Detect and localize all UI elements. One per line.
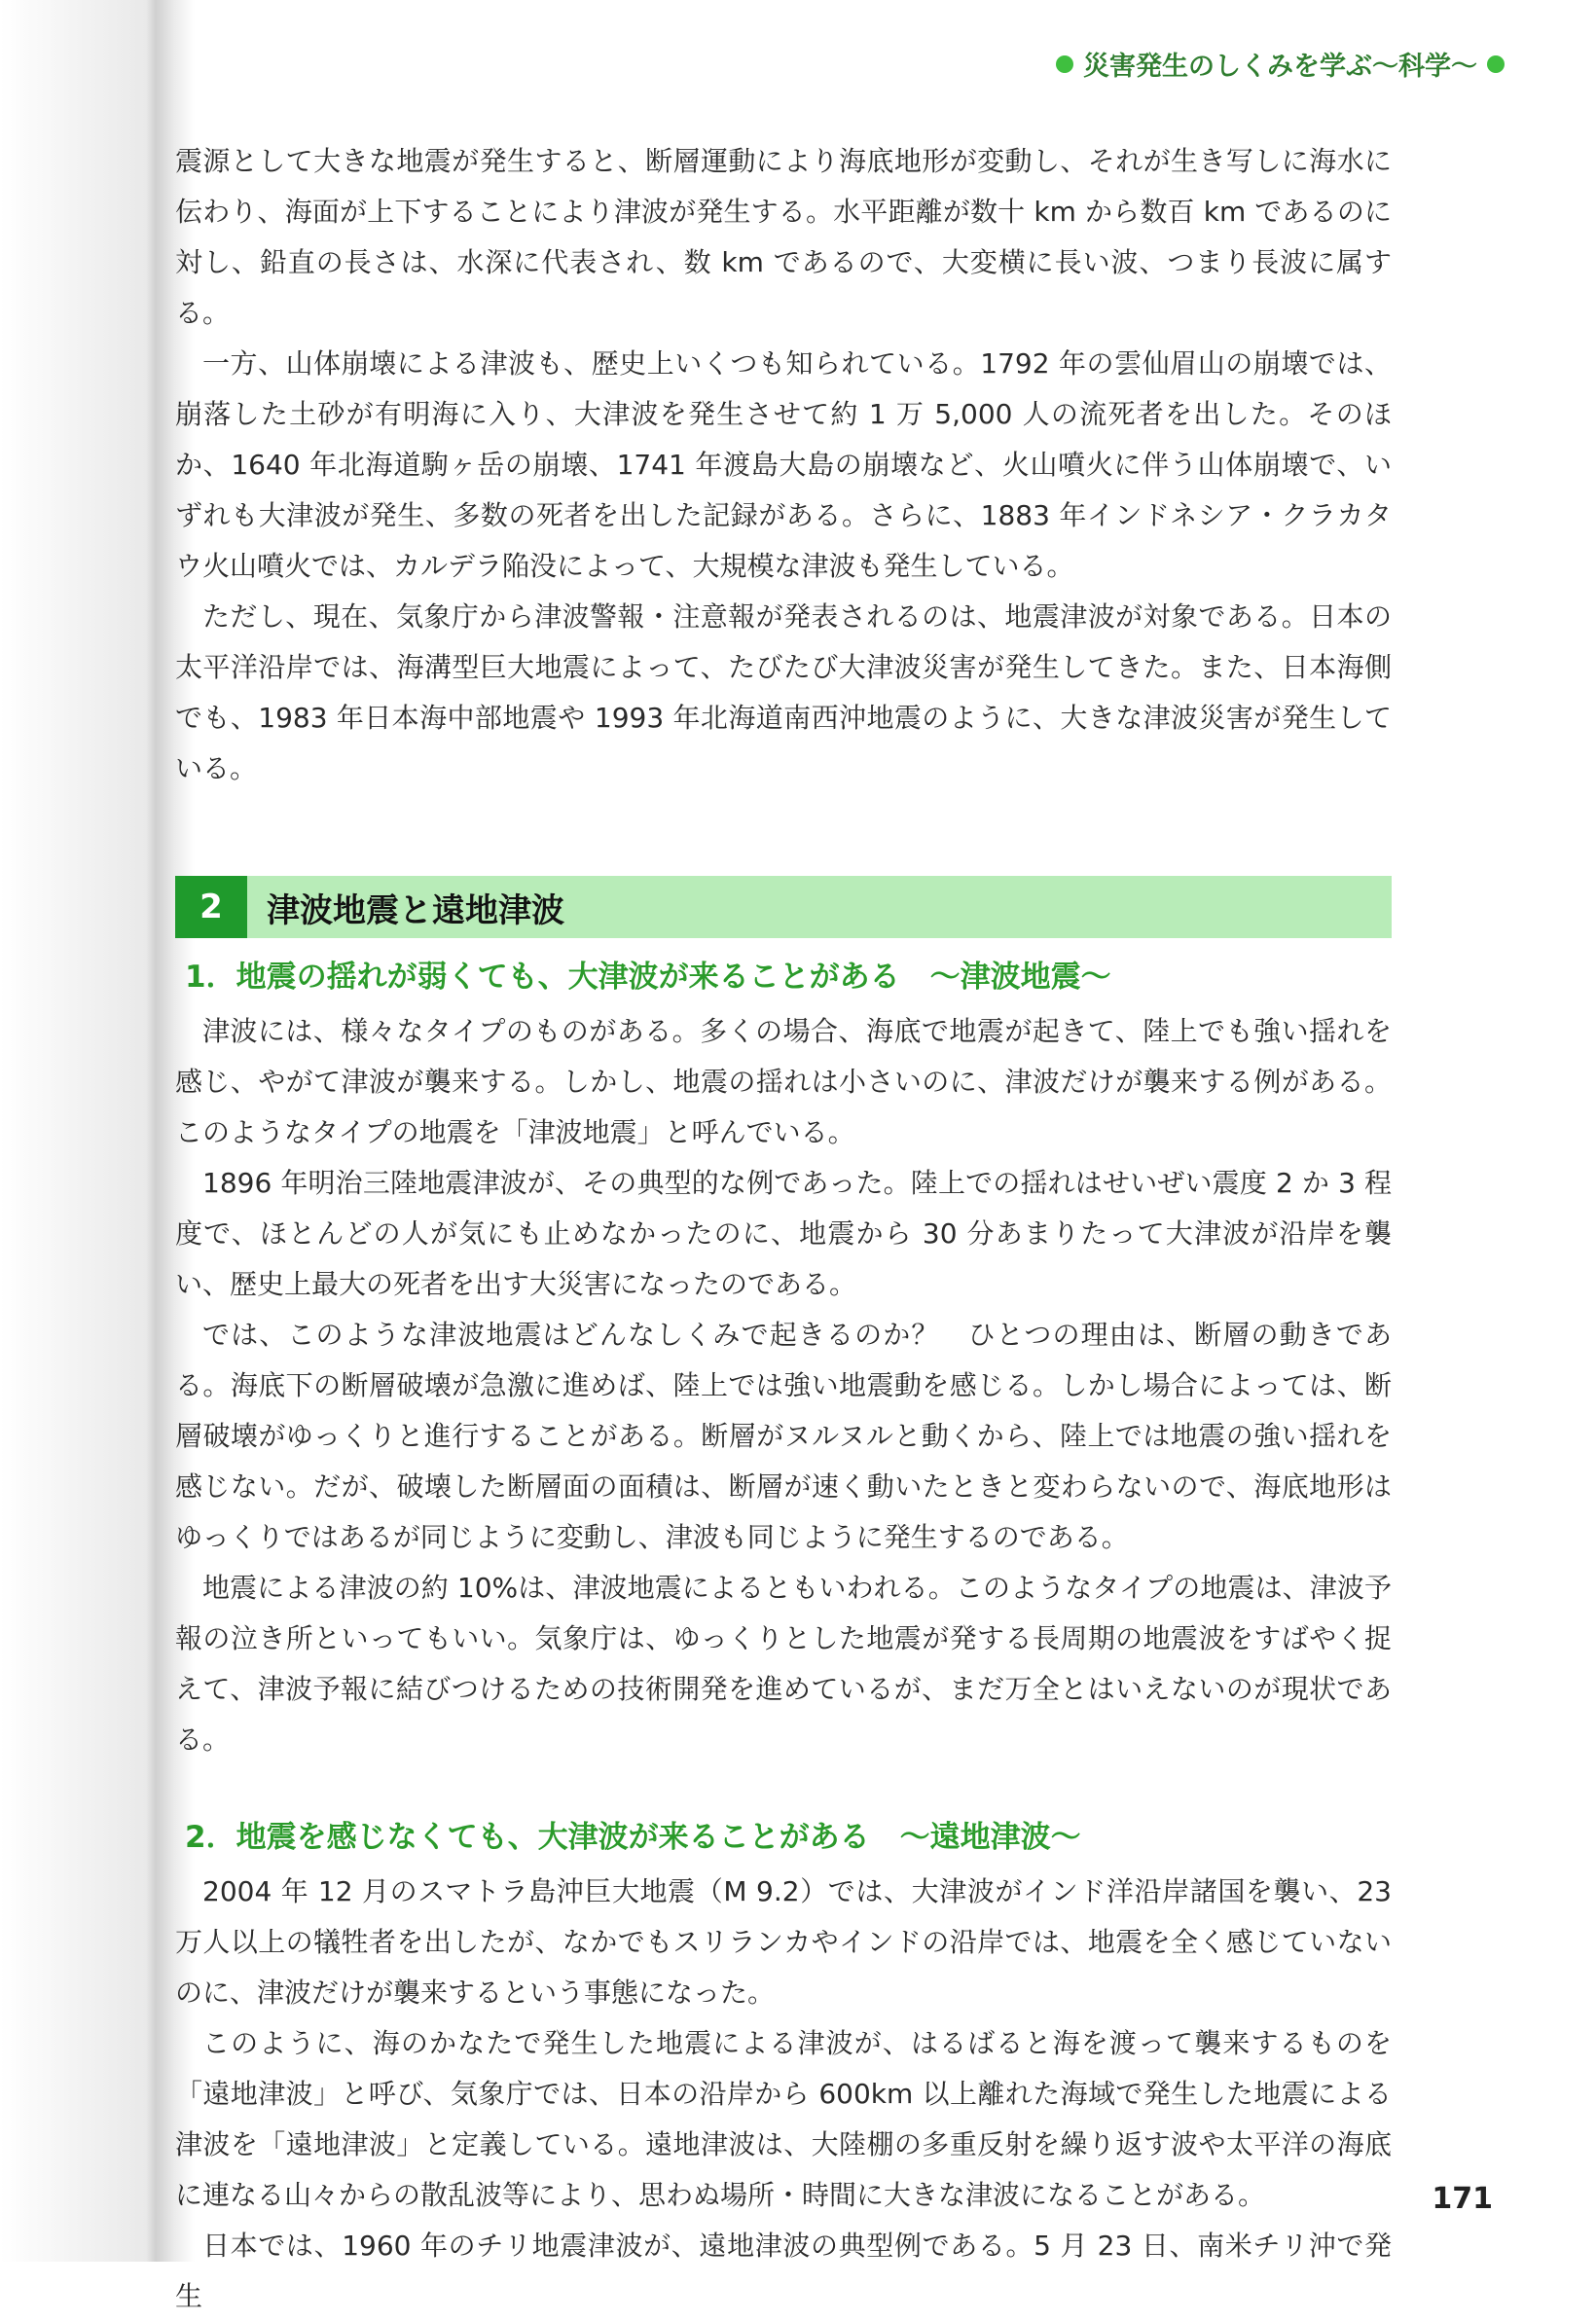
subsection-heading: 1．地震の揺れが弱くても、大津波が来ることがある 〜津波地震〜 (185, 960, 1111, 995)
body-paragraph: では、このような津波地震はどんなしくみで起きるのか？ ひとつの理由は、断層の動きである。海底下の断層破壊が急激に進めば、陸上では強い地震動を感じる。しかし場合によっては、断層破壊がゆっくりと進行することがある。断層がヌルヌルと動くから、陸上では地震の強い揺れを感じない。だが、破壊した断層面の面積は、断層が速く動いたときと変わらないので、海底地形はゆっくりではあるが同じように変動し、津波も同じように発生するのである。 (175, 1319, 1392, 1553)
page-content (175, 136, 1392, 2322)
body-paragraph: 2004 年 12 月のスマトラ島沖巨大地震（M 9.2）では、大津波がインド洋沿岸諸国を襲い、23 万人以上の犠牲者を出したが、なかでもスリランカやインドの沿岸では、地震を全く感じていないのに、津波だけが襲来するという事態になった。 (175, 1875, 1392, 2009)
binding-gutter-shadow (0, 0, 195, 2262)
body-paragraph: このように、海のかなたで発生した地震による津波が、はるばると海を渡って襲来するものを「遠地津波」と呼び、気象庁では、日本の沿岸から 600km 以上離れた海域で発生した地震による津波を「遠地津波」と定義している。遠地津波は、大陸棚の多重反射を繰り返す波や太平洋の海底に連なる山々からの散乱波等により、思わぬ場所・時間に大きな津波になることがある。 (175, 2027, 1392, 2211)
body-paragraph: 震源として大きな地震が発生すると、断層運動により海底地形が変動し、それが生き写しに海水に伝わり、海面が上下することにより津波が発生する。水平距離が数十 km から数百 km であるのに対し、鉛直の長さは、水深に代表され、数 km であるので、大変横に長い波、つまり長波に属する。 (175, 145, 1392, 329)
section-number: 2 (175, 876, 247, 938)
section-header (175, 876, 1392, 938)
page-number: 171 (1432, 2182, 1493, 2216)
body-paragraph: 日本では、1960 年のチリ地震津波が、遠地津波の典型例である。5 月 23 日、南米チリ沖で発生 (175, 2230, 1392, 2312)
body-paragraph: 津波には、様々なタイプのものがある。多くの場合、海底で地震が起きて、陸上でも強い揺れを感じ、やがて津波が襲来する。しかし、地震の揺れは小さいのに、津波だけが襲来する例がある。このようなタイプの地震を「津波地震」と呼んでいる。 (175, 1015, 1392, 1148)
body-paragraph: 地震による津波の約 10%は、津波地震によるともいわれる。このようなタイプの地震は、津波予報の泣き所といってもいい。気象庁は、ゆっくりとした地震が発する長周期の地震波をすばやく捉えて、津波予報に結びつけるための技術開発を進めているが、まだ万全とはいえないのが現状である。 (175, 1572, 1392, 1756)
bullet-dot-icon (1487, 55, 1505, 73)
subsection-heading: 2．地震を感じなくても、大津波が来ることがある 〜遠地津波〜 (185, 1820, 1081, 1855)
bullet-dot-icon (1056, 55, 1073, 73)
body-paragraph: ただし、現在、気象庁から津波警報・注意報が発表されるのは、地震津波が対象である。日本の太平洋沿岸では、海溝型巨大地震によって、たびたび大津波災害が発生してきた。また、日本海側でも、1983 年日本海中部地震や 1993 年北海道南西沖地震のように、大きな津波災害が発生している。 (175, 600, 1392, 784)
running-head-text: 災害発生のしくみを学ぶ〜科学〜 (1083, 52, 1477, 82)
section-title: 津波地震と遠地津波 (267, 890, 564, 930)
body-paragraph: 1896 年明治三陸地震津波が、その典型的な例であった。陸上での揺れはせいぜい震度 2 か 3 程度で、ほとんどの人が気にも止めなかったのに、地震から 30 分あまりたって大津波が沿岸を襲い、歴史上最大の死者を出す大災害になったのである。 (175, 1167, 1392, 1300)
body-paragraph: 一方、山体崩壊による津波も、歴史上いくつも知られている。1792 年の雲仙眉山の崩壊では、崩落した土砂が有明海に入り、大津波を発生させて約 1 万 5,000 人の流死者を出した。そのほか、1640 年北海道駒ヶ岳の崩壊、1741 年渡島大島の崩壊など、火山噴火に伴う山体崩壊で、いずれも大津波が発生、多数の死者を出した記録がある。さらに、1883 年インドネシア・クラカタウ火山噴火では、カルデラ陥没によって、大規模な津波も発生している。 (175, 347, 1392, 582)
running-head (1056, 45, 1505, 83)
